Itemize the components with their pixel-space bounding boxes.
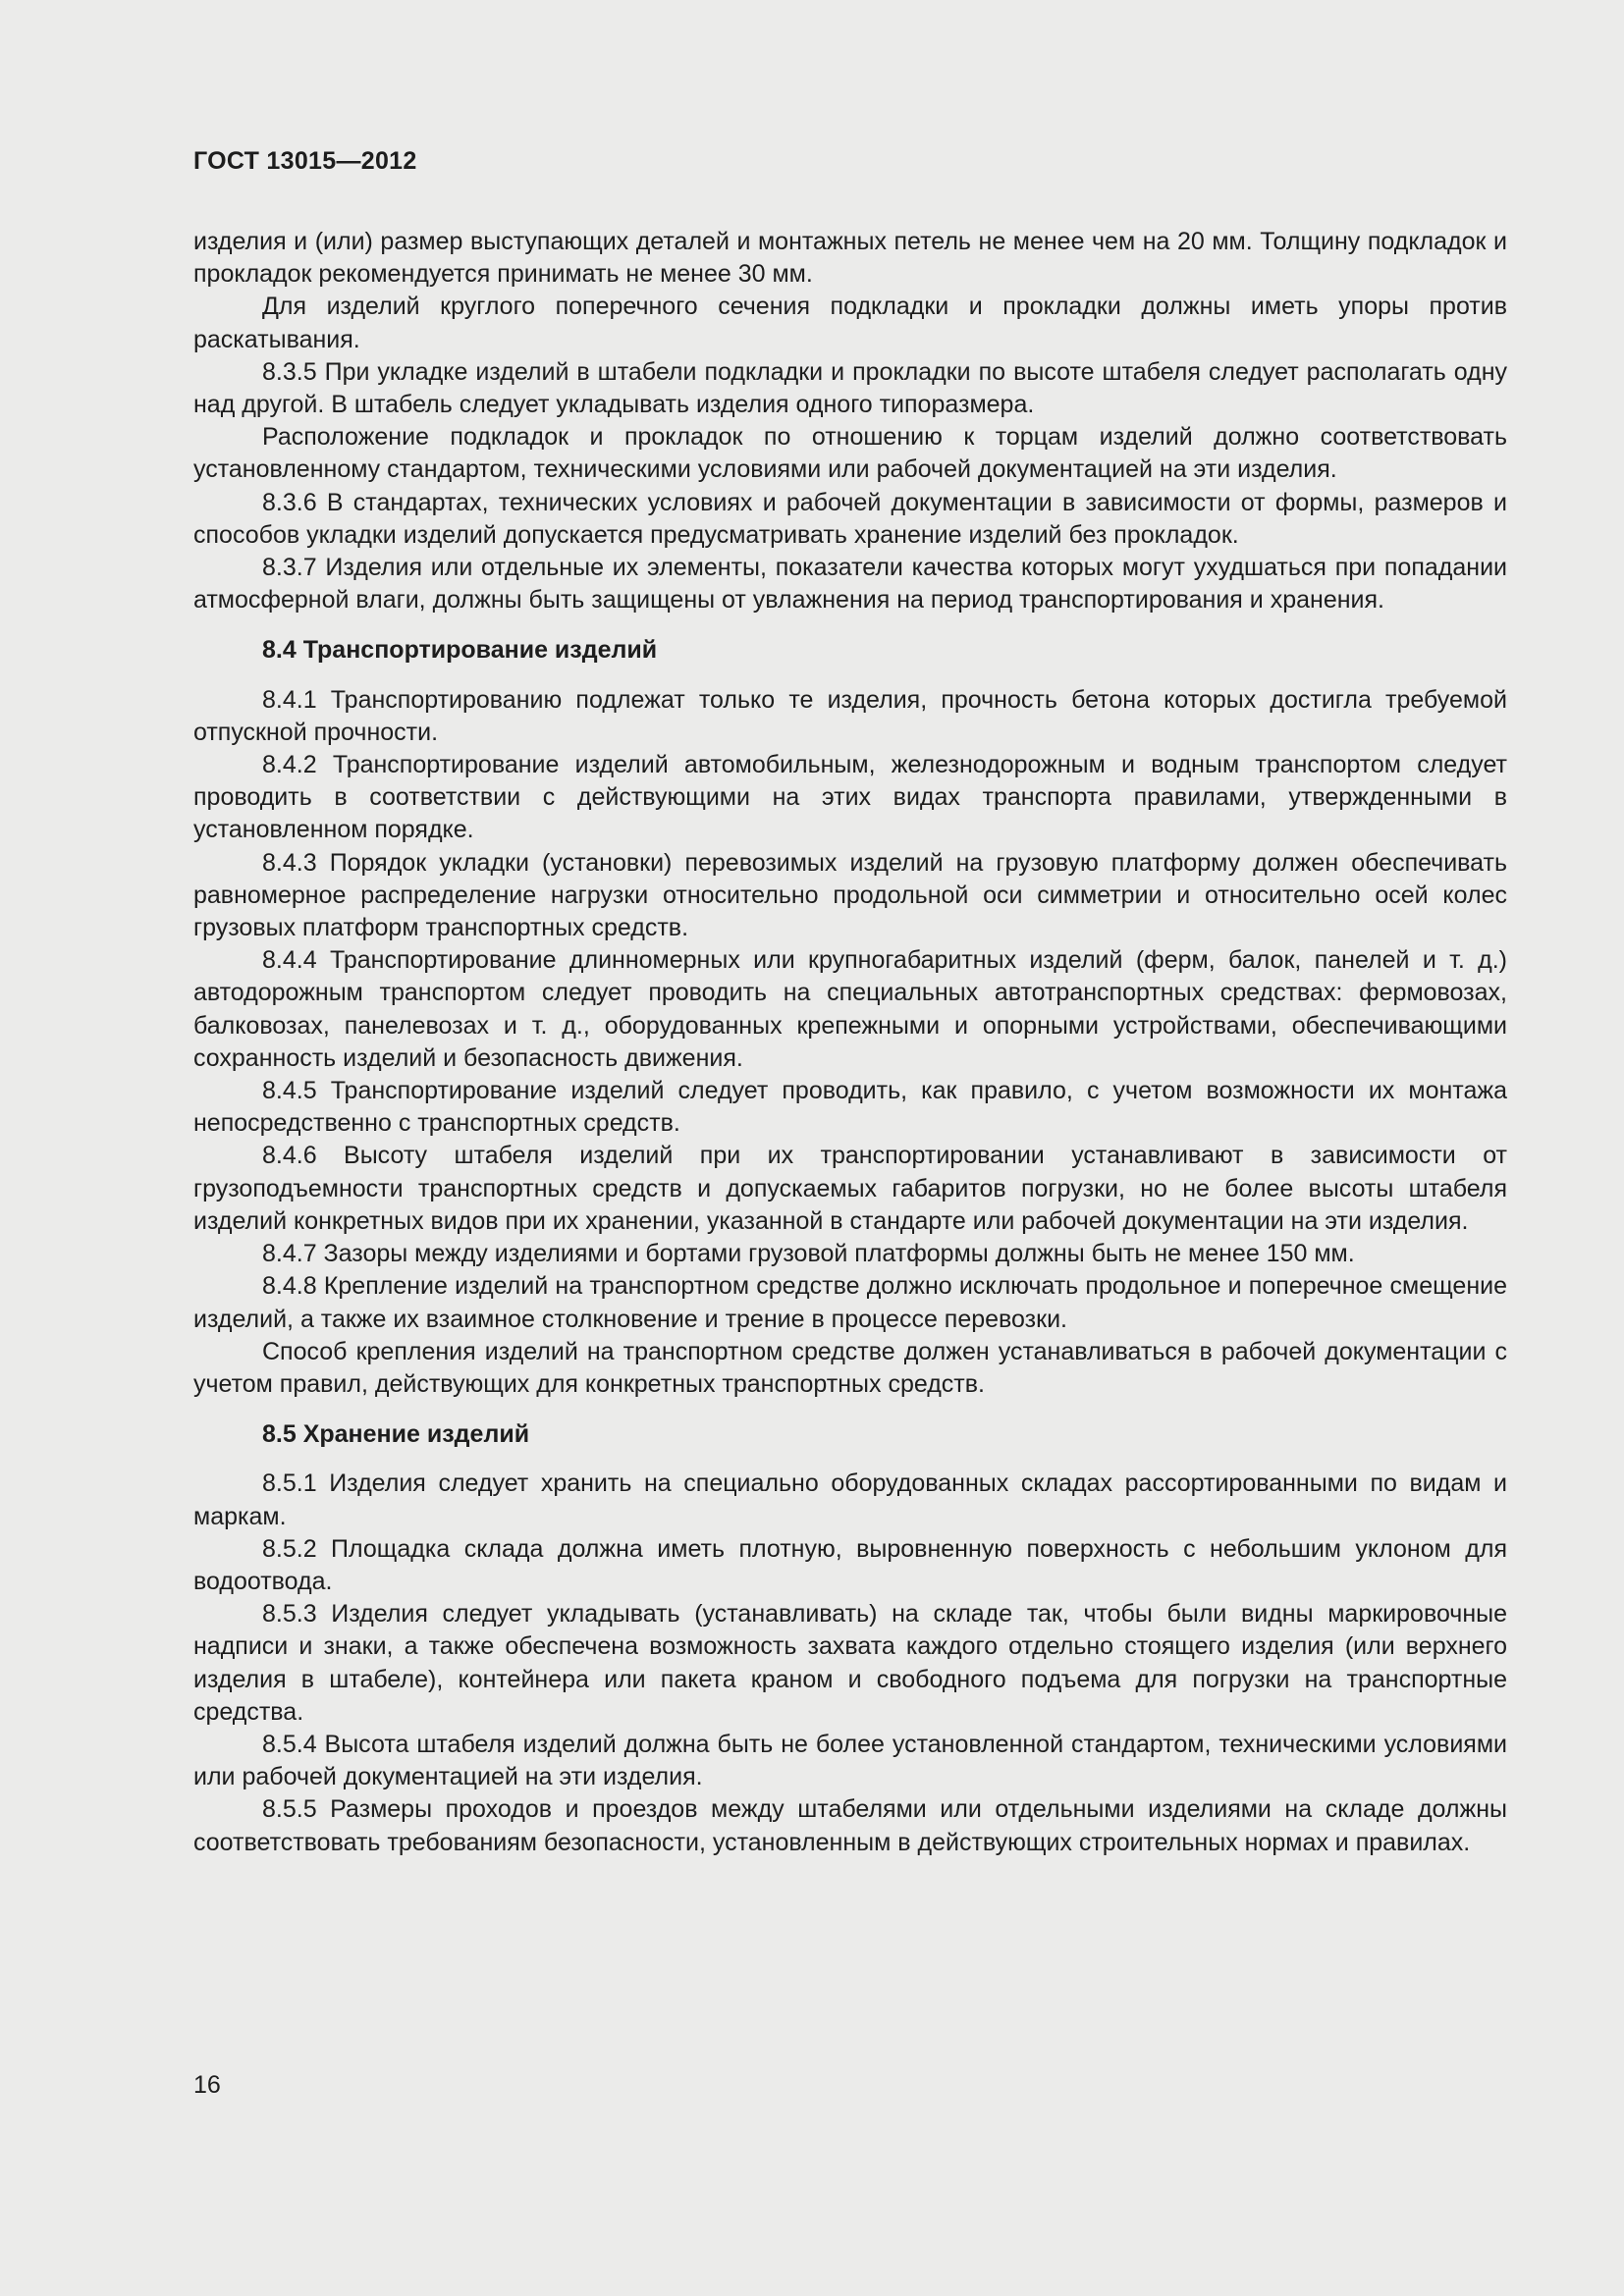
paragraph: 8.4.3 Порядок укладки (установки) перевозимых изделий на грузовую платформу должен обеспечивать равномерное распределение нагрузки относительно продольной оси симметрии и относительно осей колес грузовых платформ транспортных средств.: [193, 848, 1507, 942]
paragraph: 8.4.2 Транспортирование изделий автомобильным, железнодорожным и водным транспортом следует проводить в соответствии с действующими на этих видах транспорта правилами, утвержденными в установленном порядке.: [193, 751, 1507, 844]
paragraph: 8.5.4 Высота штабеля изделий должна быть не более установленной стандартом, техническими условиями или рабочей документацией на эти изделия.: [193, 1730, 1507, 1791]
paragraph: 8.3.6 В стандартах, технических условиях и рабочей документации в зависимости от формы, размеров и способов укладки изделий допускается предусматривать хранение изделий без прокладок.: [193, 488, 1507, 549]
paragraph: 8.5.1 Изделия следует хранить на специально оборудованных складах рассортированными по видам и маркам.: [193, 1469, 1507, 1530]
paragraph: 8.4.5 Транспортирование изделий следует проводить, как правило, с учетом возможности их монтажа непосредственно с транспортных средств.: [193, 1077, 1507, 1138]
paragraph: изделия и (или) размер выступающих деталей и монтажных петель не менее чем на 20 мм. Толщину подкладок и прокладок рекомендуется принимать не менее 30 мм.: [193, 228, 1507, 289]
paragraph: 8.4.1 Транспортированию подлежат только те изделия, прочность бетона которых достигла требуемой отпускной прочности.: [193, 685, 1507, 746]
document-header: ГОСТ 13015—2012: [193, 147, 417, 175]
paragraph: Для изделий круглого поперечного сечения подкладки и прокладки должны иметь упоры против раскатывания.: [193, 293, 1507, 353]
paragraph: 8.5.2 Площадка склада должна иметь плотную, выровненную поверхность с небольшим уклоном для водоотвода.: [193, 1534, 1507, 1595]
section-heading-8-5: 8.5 Хранение изделий: [262, 1420, 530, 1449]
paragraph: 8.4.4 Транспортирование длинномерных или крупногабаритных изделий (ферм, балок, панелей и т. д.) автодорожным транспортом следует проводить на специальных автотранспортных средствах: фермовозах, балковозах, панелевозах и т. д., оборудованных крепежными и опорными устройствами, обеспечивающими сохранность изделий и безопасность движения.: [193, 946, 1507, 1072]
section-heading-8-4: 8.4 Транспортирование изделий: [262, 636, 658, 665]
paragraph: 8.3.7 Изделия или отдельные их элементы, показатели качества которых могут ухудшаться при попадании атмосферной влаги, должны быть защищены от увлажнения на период транспортирования и хранения.: [193, 554, 1507, 614]
paragraph: 8.3.5 При укладке изделий в штабели подкладки и прокладки по высоте штабеля следует располагать одну над другой. В штабель следует укладывать изделия одного типоразмера.: [193, 357, 1507, 419]
paragraph: 8.4.7 Зазоры между изделиями и бортами грузовой платформы должны быть не менее 150 мм.: [262, 1240, 1355, 1268]
paragraph: 8.5.5 Размеры проходов и проездов между штабелями или отдельными изделиями на складе должны соответствовать требованиям безопасности, установленным в действующих строительных нормах и правилах.: [193, 1795, 1507, 1856]
page-number: 16: [193, 2071, 221, 2099]
paragraph: 8.4.6 Высоту штабеля изделий при их транспортировании устанавливают в зависимости от грузоподъемности транспортных средств и допускаемых габаритов погрузки, но не более высоты штабеля изделий конкретных видов при их хранении, указанной в стандарте или рабочей документации на эти изделия.: [193, 1142, 1507, 1235]
paragraph: 8.5.3 Изделия следует укладывать (устанавливать) на складе так, чтобы были видны маркировочные надписи и знаки, а также обеспечена возможность захвата каждого отдельно стоящего изделия (или верхнего изделия в штабеле), контейнера или пакета краном и свободного подъема для погрузки на транспортные средства.: [193, 1600, 1507, 1726]
paragraph: 8.4.8 Крепление изделий на транспортном средстве должно исключать продольное и поперечное смещение изделий, а также их взаимное столкновение и трение в процессе перевозки.: [193, 1272, 1507, 1333]
paragraph: Расположение подкладок и прокладок по отношению к торцам изделий должно соответствовать установленному стандартом, техническими условиями или рабочей документацией на эти изделия.: [193, 423, 1507, 484]
document-body: [193, 226, 1507, 1859]
paragraph: Способ крепления изделий на транспортном средстве должен устанавливаться в рабочей документации с учетом правил, действующих для конкретных транспортных средств.: [193, 1337, 1507, 1398]
